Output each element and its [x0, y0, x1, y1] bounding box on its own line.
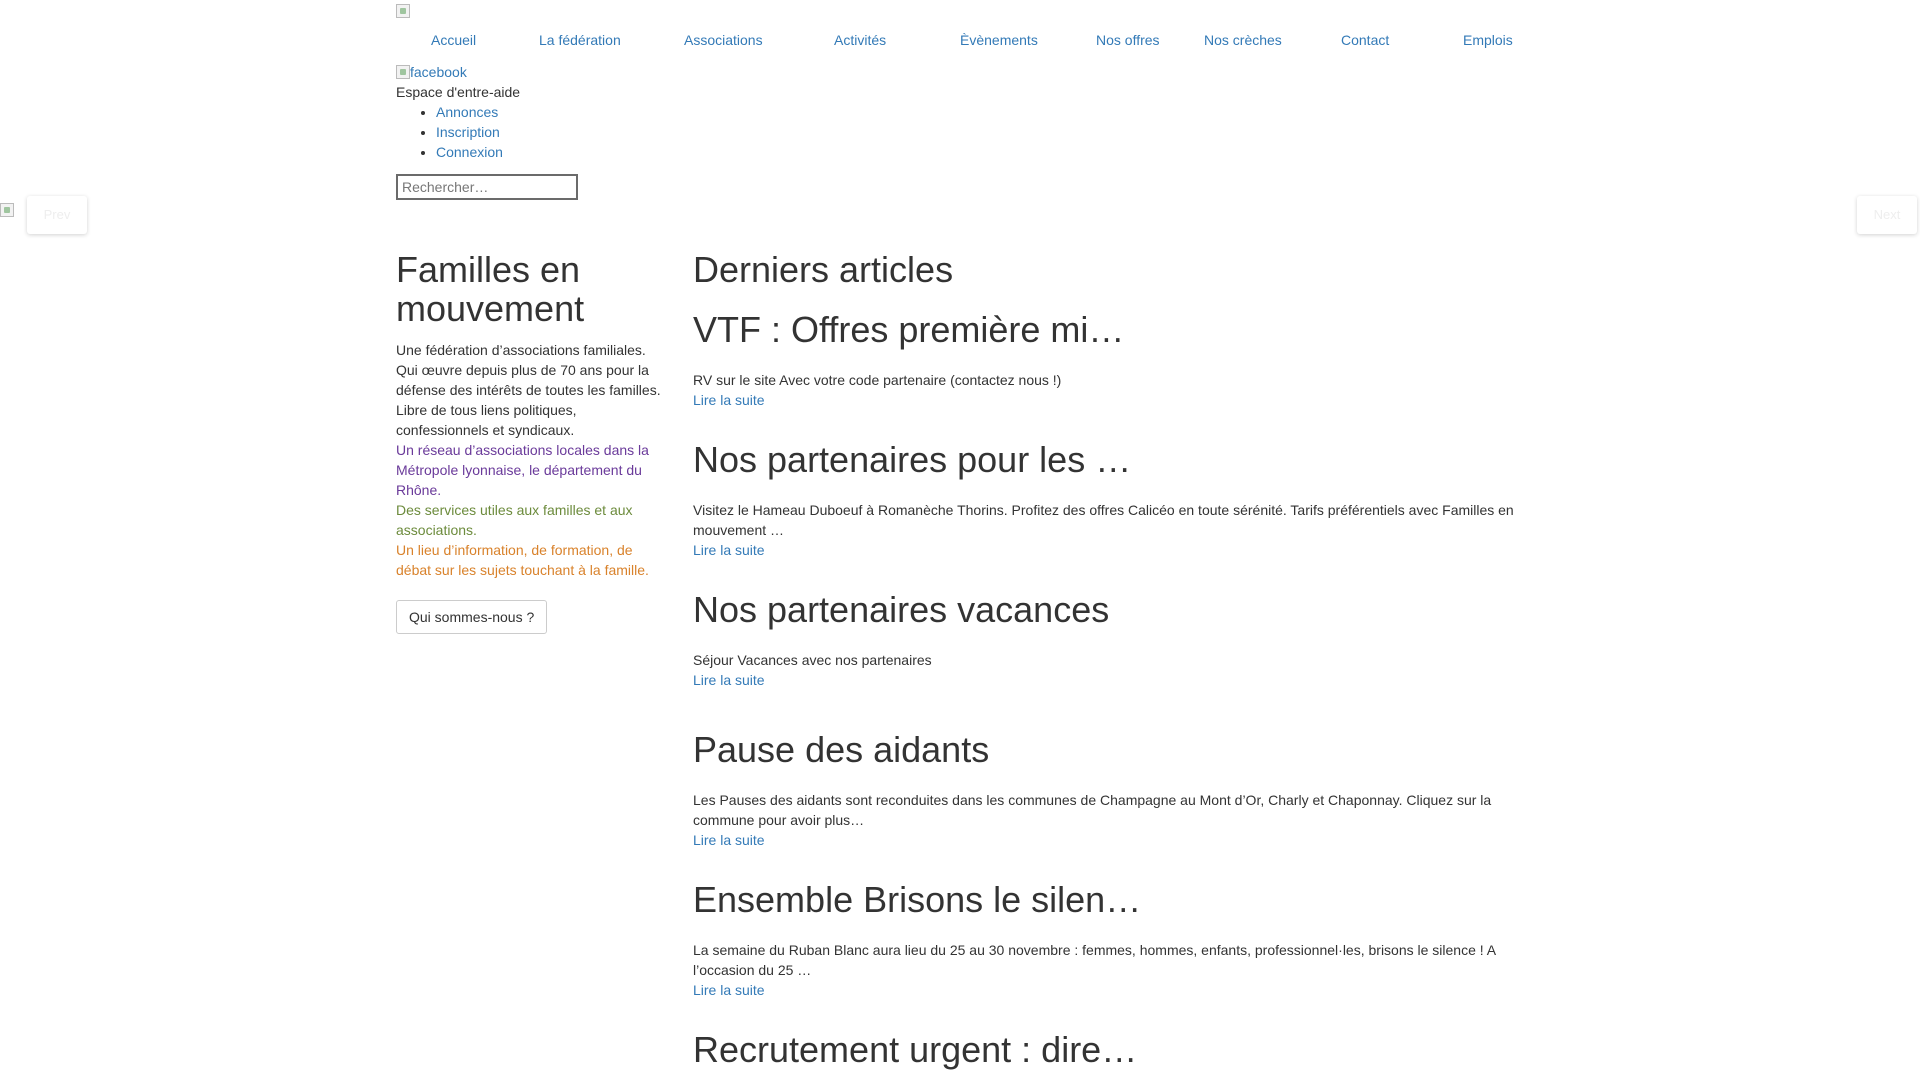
nav-item-emplois[interactable]: Emplois: [1463, 32, 1513, 48]
article-title[interactable]: Ensemble Brisons le silen…: [693, 879, 1142, 920]
facebook-link[interactable]: [396, 62, 467, 82]
article-item: [693, 310, 1543, 410]
article-item: [693, 590, 1543, 690]
list-item: [436, 102, 503, 122]
article-item: [693, 730, 1543, 850]
latest-articles: [693, 249, 1543, 1070]
list-item: [436, 122, 503, 142]
article-item: [693, 1030, 1543, 1070]
read-more-link[interactable]: Lire la suite: [693, 982, 765, 998]
article-item: [693, 880, 1543, 1000]
read-more-link[interactable]: Lire la suite: [693, 672, 765, 688]
nav-item-activites[interactable]: Activités: [834, 32, 887, 48]
site-logo[interactable]: [396, 4, 410, 18]
article-title[interactable]: Nos partenaires vacances: [693, 589, 1110, 630]
main-nav: [396, 30, 1536, 52]
intro-section: [396, 250, 664, 634]
search-input[interactable]: [396, 174, 578, 200]
nav-item-accueil[interactable]: Accueil: [431, 32, 477, 48]
nav-item-associations[interactable]: Associations: [684, 32, 763, 48]
slider-image: [0, 203, 14, 217]
article-title[interactable]: Pause des aidants: [693, 729, 990, 770]
annonces-link[interactable]: Annonces: [436, 104, 499, 120]
read-more-link[interactable]: Lire la suite: [693, 832, 765, 848]
about-us-button[interactable]: Qui sommes-nous ?: [396, 600, 547, 634]
intro-title: Familles en mouvement: [396, 249, 585, 329]
nav-item-offres[interactable]: Nos offres: [1096, 32, 1160, 48]
facebook-alt-text: facebook: [410, 64, 467, 80]
articles-heading: Derniers articles: [693, 249, 954, 290]
nav-item-creches[interactable]: Nos crèches: [1204, 32, 1282, 48]
help-space-menu: [396, 102, 503, 162]
read-more-link[interactable]: Lire la suite: [693, 542, 765, 558]
article-item: [693, 440, 1543, 560]
intro-services-text: Des services utiles aux familles et aux associations.: [396, 502, 633, 538]
facebook-icon: [396, 65, 410, 79]
article-excerpt: Visitez le Hameau Duboeuf à Romanèche Thorins. Profitez des offres Calicéo en toute sérénité. Tarifs préférentiels avec Familles en mouvement …: [693, 502, 1514, 538]
intro-text: Une fédération d’associations familiales. Qui œuvre depuis plus de 70 ans pour la défense des intérêts de toutes les familles. Libre de tous liens politiques, confessionnels et syndicaux.: [396, 342, 661, 438]
connexion-link[interactable]: Connexion: [436, 144, 503, 160]
nav-item-contact[interactable]: Contact: [1341, 32, 1390, 48]
slider-next-button[interactable]: Next: [1857, 196, 1917, 234]
inscription-link[interactable]: Inscription: [436, 124, 500, 140]
article-title[interactable]: Nos partenaires pour les …: [693, 439, 1132, 480]
nav-item-evenements[interactable]: Èvènements: [960, 32, 1038, 48]
nav-item-federation[interactable]: La fédération: [539, 32, 621, 48]
intro-information-text: Un lieu d’information, de formation, de débat sur les sujets touchant à la famille.: [396, 542, 649, 578]
list-item: [436, 142, 503, 162]
read-more-link[interactable]: Lire la suite: [693, 392, 765, 408]
article-excerpt: La semaine du Ruban Blanc aura lieu du 25 au 30 novembre : femmes, hommes, enfants, professionnel·les, brisons le silence ! A l’occasion du 25 …: [693, 942, 1496, 978]
article-excerpt: Séjour Vacances avec nos partenaires: [693, 652, 932, 668]
intro-network-text: Un réseau d’associations locales dans la Métropole lyonnaise, le département du Rhône.: [396, 442, 649, 498]
article-excerpt: RV sur le site Avec votre code partenaire (contactez nous !): [693, 372, 1062, 388]
article-excerpt: Les Pauses des aidants sont reconduites dans les communes de Champagne au Mont d’Or, Charly et Chaponnay. Cliquez sur la commune pour avoir plus…: [693, 792, 1492, 828]
article-title[interactable]: VTF : Offres première mi…: [693, 309, 1125, 350]
article-title[interactable]: Recrutement urgent : dire…: [693, 1029, 1138, 1070]
help-space-title: Espace d'entre-aide: [396, 84, 521, 100]
slider-prev-button[interactable]: Prev: [27, 196, 87, 234]
